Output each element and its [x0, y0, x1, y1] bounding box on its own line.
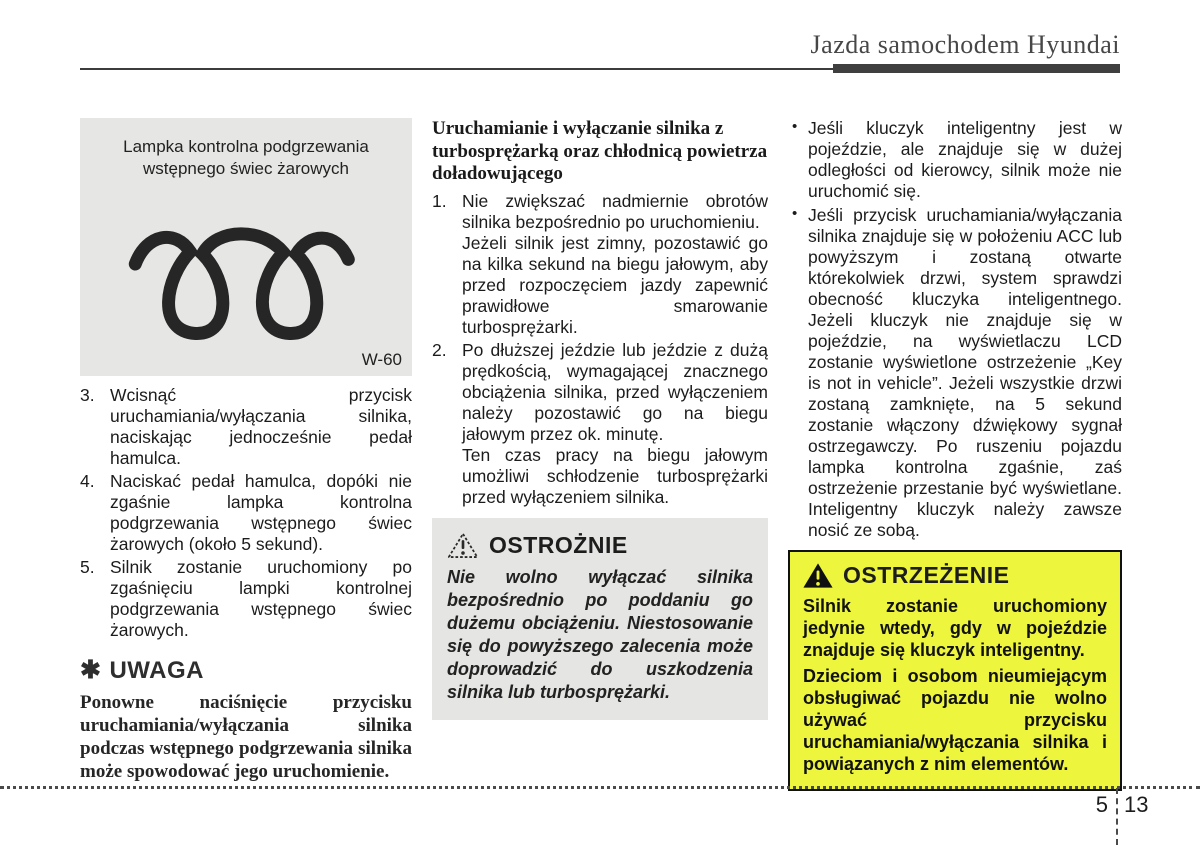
right-column — [788, 118, 1122, 791]
caution-triangle-icon — [447, 531, 479, 560]
bullet-text: Jeśli kluczyk inteligentny jest w pojeździe, ale znajduje się w dużej odległości od kierowcy, silnik może nie uruchomić się. — [808, 118, 1122, 201]
middle-column — [432, 118, 768, 720]
list-item-text: Silnik zostanie uruchomiony po zgaśnięciu lampki kontrolnej podgrzewania wstępnego świec żarowych. — [110, 557, 412, 640]
list-item-number: 2. — [432, 339, 447, 360]
list-item — [432, 191, 768, 338]
caution-title: OSTROŻNIE — [489, 531, 628, 558]
list-item-paragraph: Nie zwiększać nadmiernie obrotów silnika bezpośrednio po uruchomieniu. — [462, 190, 768, 232]
warning-body — [803, 595, 1107, 775]
caution-body: Nie wolno wyłączać silnika bezpośrednio po poddaniu go dużemu obciążeniu. Niestosowanie się do powyższego zalecenia może doprowadzić do uszkodzenia silnika lub turbosprężarki. — [447, 566, 753, 702]
bullet-marker: • — [792, 205, 798, 222]
list-item-number: 5. — [80, 557, 95, 577]
note-body: Ponowne naciśnięcie przycisku uruchamiania/wyłączania silnika podczas wstępnego podgrzewania silnika może spowodować jego uruchomienie. — [80, 692, 412, 782]
bullet-item — [788, 205, 1122, 541]
list-item-number: 4. — [80, 471, 95, 491]
left-column — [80, 118, 412, 783]
bullet-text: Jeśli przycisk uruchamiania/wyłączania silnika znajduje się w położeniu ACC lub powyższym i zostaną otwarte którekolwiek drzwi, system sprawdzi obecność kluczyka inteligentnego. Jeżeli kluczyk nie znajduje się w pojeździe, na wyświetlaczu LCD zostanie wyświetlone ostrzeżenie „Key is not in vehicle”. Jeżeli wszystkie drzwi zostaną zamknięte, na 5 sekund zostanie włączony dźwiękowy sygnał ostrzegawczy. Po ruszeniu pojazdu lampka kontrolna zgaśnie, zaś ostrzeżenie przestanie być wyświetlane. Inteligentny kluczyk należy zawsze nosić ze sobą. — [808, 205, 1122, 540]
bullet-marker: • — [792, 118, 798, 135]
caution-title-row — [447, 531, 753, 560]
footer-dotted-rule — [0, 786, 1200, 789]
list-item-number: 3. — [80, 385, 95, 405]
page-title: Jazda samochodem Hyundai — [810, 30, 1120, 59]
list-item — [80, 557, 412, 641]
list-item — [80, 385, 412, 469]
figure-label: W-60 — [361, 350, 402, 369]
footer-page-number: 13 — [1124, 792, 1149, 817]
list-item-paragraph: Jeżeli silnik jest zimny, pozostawić go na kilka sekund na biegu jałowym, aby przed rozpoczęciem jazdy zapewnić prawidłowe smarowanie turbosprężarki. — [462, 232, 768, 337]
note-section — [80, 655, 412, 783]
list-item-paragraph: Ten czas pracy na biegu jałowym umożliwi schłodzenie turbosprężarki przed wyłączeniem silnika. — [462, 444, 768, 507]
start-steps-list — [80, 385, 412, 641]
figure-caption: Lampka kontrolna podgrzewania wstępnego świec żarowych — [123, 137, 369, 178]
warning-title-row — [803, 562, 1107, 589]
glow-plug-indicator-icon — [116, 180, 376, 348]
note-heading — [80, 655, 412, 685]
figure-box — [80, 118, 412, 376]
bullet-item — [788, 118, 1122, 202]
warning-title: OSTRZEŻENIE — [843, 562, 1010, 588]
list-item-number: 1. — [432, 190, 447, 211]
footer-section-number: 5 — [1095, 792, 1108, 817]
section-heading: Uruchamianie i wyłączanie silnika z turbosprężarką oraz chłodnicą powietrza doładowującego — [432, 118, 768, 184]
list-item — [432, 340, 768, 508]
list-item-text: Wcisnąć przycisk uruchamiania/wyłączania silnika, naciskając jednocześnie pedał hamulca. — [110, 385, 412, 468]
caution-box — [432, 518, 768, 720]
footer-crop-mark — [1116, 788, 1118, 845]
list-item — [80, 471, 412, 555]
list-item-paragraph: Po dłuższej jeździe lub jeździe z dużą prędkością, wymagającej znacznego obciążenia silnika, przed wyłączeniem należy pozostawić go na biegu jałowym przez ok. minutę. — [462, 339, 768, 444]
turbo-steps-list — [432, 191, 768, 508]
warning-paragraph: Silnik zostanie uruchomiony jedynie wtedy, gdy w pojeździe znajduje się kluczyk inteligentny. — [803, 596, 1107, 660]
smart-key-bullets — [788, 118, 1122, 541]
note-title: UWAGA — [109, 657, 204, 684]
warning-paragraph: Dzieciom i osobom nieumiejącym obsługiwać pojazdu nie wolno używać przycisku uruchamiania/wyłączania silnika i powiązanych z nim elementów. — [803, 666, 1107, 774]
header-accent-bar — [833, 64, 1120, 73]
note-asterisk-icon: ✱ — [80, 656, 102, 684]
list-item-text: Naciskać pedał hamulca, dopóki nie zgaśnie lampka kontrolna podgrzewania wstępnego świec żarowych (około 5 sekund). — [110, 471, 412, 554]
warning-triangle-icon — [803, 562, 833, 589]
warning-box — [788, 550, 1122, 791]
